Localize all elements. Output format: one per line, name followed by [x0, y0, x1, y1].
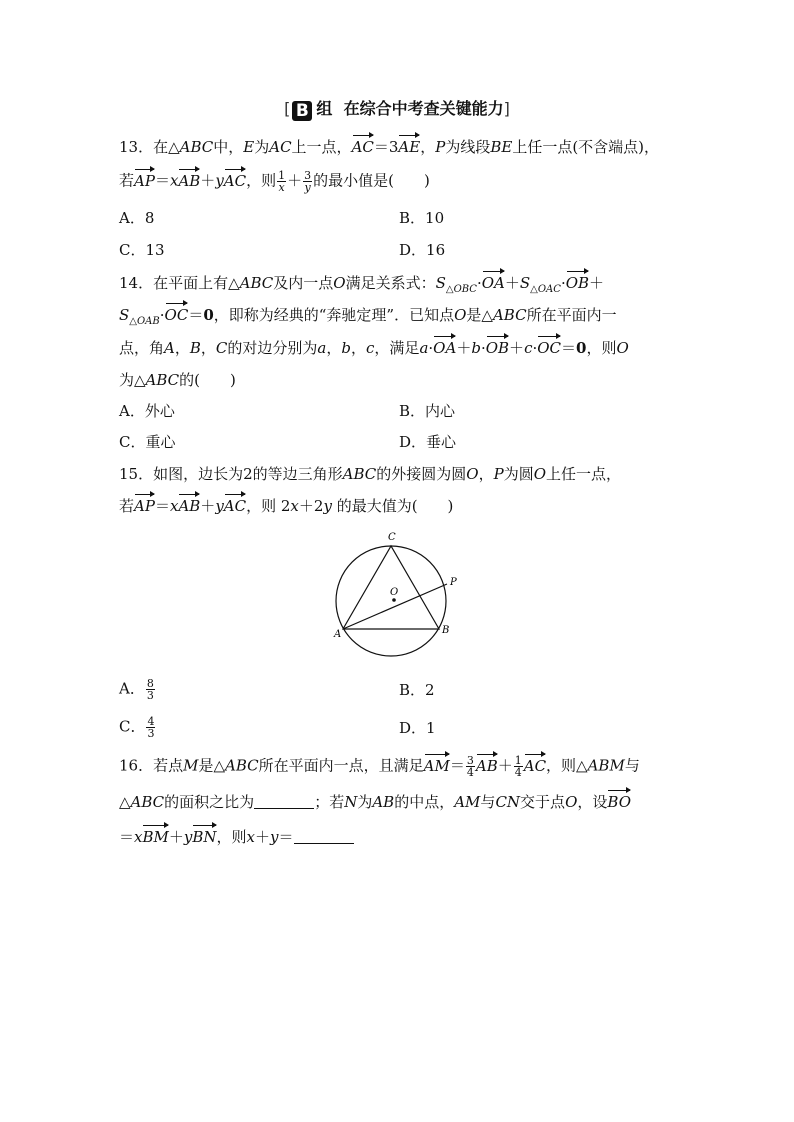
dot-op: ·	[159, 306, 165, 324]
q16-text: ；若	[314, 793, 345, 811]
vector-ab: AB	[178, 497, 201, 515]
center-point-o	[392, 598, 396, 602]
area-s: S	[435, 274, 446, 292]
q15-text: ＝	[154, 497, 170, 515]
q16-text: ，设	[577, 793, 608, 811]
vector-oa: OA	[433, 339, 457, 357]
q15-option-c[interactable]	[119, 716, 156, 739]
q16-line1	[119, 755, 640, 778]
q13-text: E	[243, 138, 255, 156]
q14-text: ，则	[586, 339, 617, 357]
frac-den: x	[278, 181, 285, 194]
area-subscript: △OAB	[129, 316, 160, 327]
q15-text: 若	[119, 497, 135, 515]
q14-text: ＝	[561, 339, 577, 357]
q13-line2	[119, 170, 430, 193]
q14-line3	[119, 338, 629, 358]
section-header	[0, 96, 794, 121]
q13-text: ＋	[200, 171, 216, 190]
q16-text: 所在平面内一点，且满足	[258, 756, 424, 775]
q15-option-d[interactable]: D．1	[399, 719, 436, 737]
plus-op: ＋	[456, 339, 472, 357]
q14-text: 满足关系式：	[345, 274, 436, 292]
q16-text: 与	[480, 793, 496, 811]
q16-line2	[119, 792, 631, 812]
q16-text: ，则	[216, 828, 247, 846]
vector-oa: OA	[481, 274, 505, 292]
frac-num: 3	[304, 169, 312, 182]
q13-text: ABC	[179, 138, 214, 156]
q15-line1	[119, 464, 621, 484]
q13-option-d[interactable]: D．16	[399, 241, 446, 259]
answer-blank-2[interactable]	[294, 829, 354, 844]
var-y: y	[215, 497, 224, 515]
q14-text: a	[419, 339, 429, 357]
frac-num: 8	[146, 677, 154, 690]
q15-figure	[332, 527, 466, 659]
dot-op: ·	[428, 339, 434, 357]
q14-text: ，满足	[374, 339, 420, 357]
q13-text: ＋	[287, 171, 303, 190]
vector-ac: AC	[351, 138, 374, 156]
q16-text: 16．若点	[119, 756, 184, 775]
q16-text: AB	[372, 793, 395, 811]
plus-op: ＋	[168, 828, 184, 846]
q13-text: AC	[269, 138, 292, 156]
vector-bo: BO	[607, 793, 631, 811]
section-title-text: 在综合中考查关键能力	[343, 99, 504, 118]
q16-text: 是△	[198, 756, 225, 775]
q15-text: ，则 2	[246, 497, 291, 515]
q13-text: 上一点，	[291, 138, 352, 156]
q14-text: C	[215, 339, 228, 357]
fraction-3-4	[466, 755, 475, 778]
q13-text: 为线段	[445, 138, 491, 156]
zero-vector: 0	[576, 339, 587, 357]
fraction-1-over-x	[277, 170, 286, 193]
eq-op: ＝	[449, 756, 465, 775]
q13-text: 的最小值是( )	[313, 171, 430, 190]
vector-ap: AP	[134, 497, 155, 515]
q14-text: A	[164, 339, 175, 357]
zero-vector: 0	[203, 306, 214, 324]
area-s: S	[519, 274, 531, 292]
q16-text: CN	[495, 793, 521, 811]
fraction-8-3	[146, 678, 155, 701]
q14-text: 点，角	[119, 339, 165, 357]
plus-op: ＋	[504, 274, 520, 292]
vector-oc: OC	[537, 339, 562, 357]
vector-ae: AE	[398, 138, 421, 156]
q14-text: 是△	[466, 306, 493, 324]
q14-text: 所在平面内一	[526, 306, 617, 324]
q16-text: 为	[357, 793, 373, 811]
q13-text: P	[435, 138, 446, 156]
q14-text: 的对边分别为	[227, 339, 318, 357]
fraction-3-over-y	[303, 170, 312, 193]
q14-text: ABC	[145, 371, 180, 389]
vector-bn: BN	[192, 828, 217, 846]
q13-text: 13．在△	[119, 138, 180, 156]
q15-option-b[interactable]: B．2	[399, 681, 435, 699]
label-c: C	[388, 532, 396, 543]
label-p: P	[450, 577, 457, 588]
area-subscript: △OBC	[445, 284, 477, 295]
q16-text: AM	[454, 793, 481, 811]
q14-option-c[interactable]: C．重心	[119, 433, 176, 451]
q14-text: ，即称为经典的“奔驰定理”．已知点	[213, 306, 455, 324]
q14-option-b[interactable]: B．内心	[399, 402, 456, 420]
bracket-left: [	[284, 99, 291, 118]
frac-den: 4	[514, 766, 522, 779]
q14-line2	[119, 305, 617, 332]
q14-text: b	[471, 339, 481, 357]
frac-den: y	[304, 181, 311, 194]
var-y: y	[183, 828, 193, 846]
q15-text: 的最大值为( )	[331, 497, 454, 515]
q16-text: △	[119, 793, 131, 811]
vector-ac: AC	[223, 171, 247, 190]
q13-line1	[119, 137, 659, 157]
q15-text: ，	[478, 465, 494, 483]
q13-text: ，	[420, 138, 436, 156]
q15-text: 为圆	[503, 465, 534, 483]
q16-text: ABC	[225, 756, 259, 775]
q14-option-d[interactable]: D．垂心	[399, 433, 457, 451]
frac-den: 3	[147, 727, 155, 740]
q16-line3	[119, 827, 354, 847]
q14-text: b	[341, 339, 351, 357]
q14-text: ABC	[239, 274, 274, 292]
q13-option-b[interactable]: B．10	[399, 209, 445, 227]
q14-line4	[119, 370, 236, 390]
q14-text: ，	[351, 339, 367, 357]
area-s: S	[119, 306, 130, 324]
var-x: x	[246, 828, 256, 846]
frac-num: 4	[147, 715, 155, 728]
label-o: O	[390, 587, 399, 598]
option-prefix: C．	[119, 717, 146, 736]
vector-ob: OB	[565, 274, 590, 292]
vector-ac: AC	[223, 497, 247, 515]
vector-ab: AB	[178, 171, 201, 190]
q13-text: BE	[490, 138, 513, 156]
q15-text: 上任一点，	[546, 465, 622, 483]
var-x: x	[169, 497, 179, 515]
q16-text: M	[183, 756, 199, 775]
dot-op: ·	[532, 339, 538, 357]
q13-text: 中，	[213, 138, 244, 156]
q16-text: ＝	[278, 828, 294, 846]
q14-text: ，	[326, 339, 342, 357]
q15-text: 的外接圆为圆	[376, 465, 467, 483]
q15-text: ＋	[200, 497, 216, 515]
plus-op: ＋	[497, 756, 513, 775]
q14-text: a	[317, 339, 327, 357]
q14-text: ，	[200, 339, 216, 357]
q14-option-a[interactable]: A．外心	[119, 402, 175, 420]
q16-text: ABC	[130, 793, 165, 811]
q16-text: ，则△	[546, 756, 588, 775]
frac-den: 4	[466, 766, 474, 779]
q13-text: ＝	[154, 171, 170, 190]
circumcircle	[336, 546, 446, 656]
q14-text: ABC	[492, 306, 527, 324]
q16-text: 与	[624, 756, 640, 775]
q14-text: 及内一点	[273, 274, 334, 292]
q13-text: ，则	[246, 171, 277, 190]
q14-text: B	[189, 339, 201, 357]
answer-blank-1[interactable]	[254, 794, 314, 809]
vector-ap: AP	[134, 171, 155, 190]
option-prefix: A．	[119, 679, 145, 698]
q14-text: O	[616, 339, 629, 357]
q16-text: 的中点，	[394, 793, 455, 811]
var-x: x	[134, 828, 143, 846]
q14-text: 的( )	[179, 371, 236, 389]
q15-text: O	[466, 465, 479, 483]
group-b-badge: B	[292, 101, 312, 121]
var-x: x	[169, 171, 179, 190]
vector-am: AM	[423, 756, 450, 775]
q14-text: O	[454, 306, 467, 324]
vector-ob: OB	[485, 339, 510, 357]
var-x: x	[290, 497, 299, 515]
q14-text: O	[333, 274, 346, 292]
q14-text: 为△	[119, 371, 146, 389]
q14-text: c	[366, 339, 375, 357]
plus-op: ＋	[589, 274, 605, 292]
q16-text: ＝	[119, 828, 135, 846]
vector-ac: AC	[523, 756, 547, 775]
q14-line1	[119, 273, 604, 300]
q16-text: 交于点	[520, 793, 566, 811]
fraction-1-4	[514, 755, 523, 778]
q16-text: ABM	[587, 756, 625, 775]
plus-op: ＋	[255, 828, 271, 846]
frac-num: 3	[466, 754, 474, 767]
frac-num: 1	[514, 754, 522, 767]
frac-den: 3	[146, 689, 154, 702]
q13-text: 上任一点(不含端点)，	[512, 138, 660, 156]
q16-text: O	[565, 793, 578, 811]
dot-op: ·	[476, 274, 482, 292]
q13-text: 为	[254, 138, 270, 156]
q14-text: c	[524, 339, 533, 357]
q14-text: ，	[174, 339, 190, 357]
q14-text: ＝	[188, 306, 204, 324]
q15-text: 15．如图，边长为2的等边三角形	[119, 465, 343, 483]
q16-text: N	[344, 793, 358, 811]
var-y: y	[215, 171, 224, 190]
q14-text: 14．在平面上有△	[119, 274, 240, 292]
q16-text: 的面积之比为	[164, 793, 255, 811]
label-a: A	[334, 629, 342, 640]
q15-text: P	[493, 465, 504, 483]
bracket-right: ]	[503, 99, 510, 118]
group-label: 组	[316, 99, 333, 118]
q15-line2	[119, 496, 453, 516]
q13-text: ＝3	[373, 138, 399, 156]
vector-ab: AB	[475, 756, 498, 775]
q13-text: 若	[119, 171, 135, 190]
vector-oc: OC	[164, 306, 189, 324]
area-subscript: △OAC	[530, 284, 561, 295]
q13-option-a[interactable]: A．8	[119, 209, 155, 227]
vector-bm: BM	[142, 828, 169, 846]
plus-op: ＋	[509, 339, 525, 357]
q15-text: ＋2	[298, 497, 324, 515]
label-b: B	[442, 625, 450, 636]
q15-option-a[interactable]	[119, 678, 156, 701]
var-y: y	[323, 497, 332, 515]
dot-op: ·	[560, 274, 566, 292]
frac-num: 1	[278, 169, 286, 182]
q15-text: ABC	[342, 465, 377, 483]
fraction-4-3	[146, 716, 155, 739]
q15-text: O	[533, 465, 547, 483]
q13-option-c[interactable]: C．13	[119, 241, 165, 259]
dot-op: ·	[480, 339, 486, 357]
var-y: y	[270, 828, 279, 846]
